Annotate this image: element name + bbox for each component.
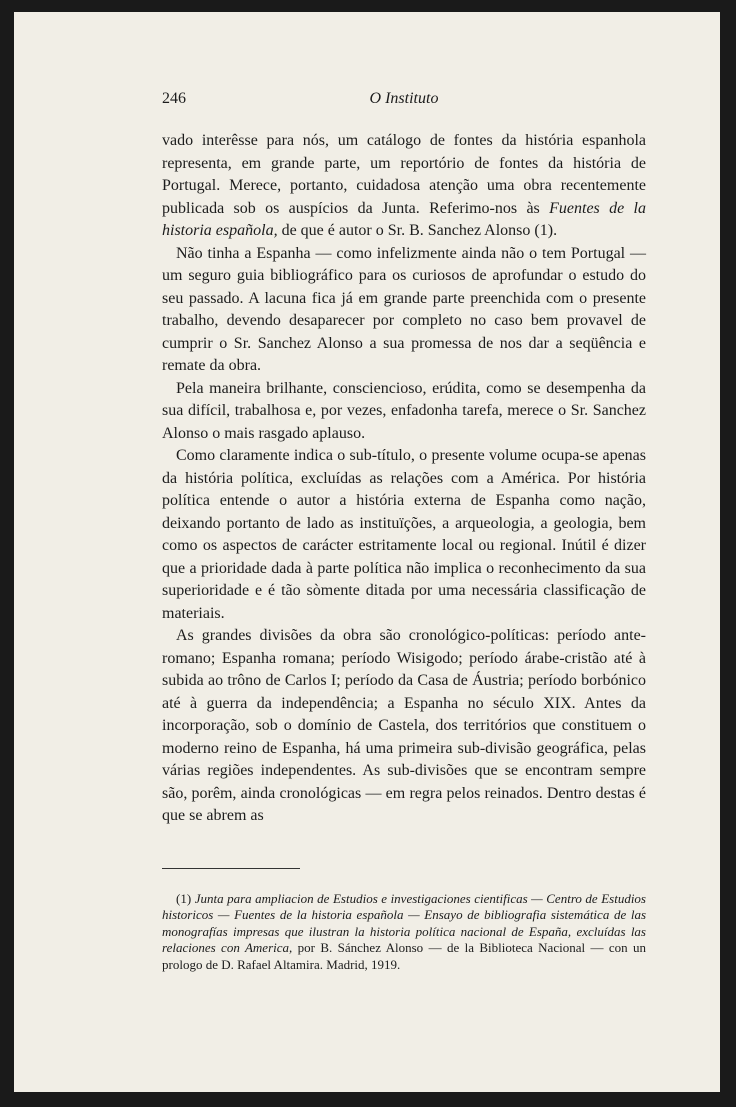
- journal-title: O Instituto: [369, 90, 439, 107]
- footnote-divider: [162, 868, 300, 869]
- text-block: [162, 90, 646, 973]
- paragraph-2: Não tinha a Espanha — como infelizmente ainda não o tem Portugal — um seguro guia bibliográfico para os curiosos de aprofundar o estudo do seu passado. A lacuna fica já em grande parte preenchida com o presente trabalho, devendo desaparecer por completo no caso bem provavel de cumprir o Sr. Sanchez Alonso a sua promessa de nos dar a seqüência e remate da obra.: [162, 244, 646, 374]
- page-number: 246: [162, 90, 186, 107]
- footnote: [162, 891, 646, 974]
- footnote-italic-text: Junta para ampliacion de Estudios e investigaciones cientificas — Centro de Estudios historicos — Fuentes de la historia española — Ensayo de bibliografia sistemática de las monografías impresas que ilustran la historia política nacional de España, excluídas las relaciones con America,: [162, 890, 646, 955]
- footnote-marker: (1): [176, 890, 195, 906]
- paragraph-3: Pela maneira brilhante, consciencioso, erúdita, como se desempenha da sua difícil, trabalhosa e, por vezes, enfadonha tarefa, merece o Sr. Sanchez Alonso o mais rasgado aplauso.: [162, 379, 646, 442]
- paragraph-1: [162, 130, 646, 243]
- cited-work-title: Fuentes de la historia española,: [162, 199, 647, 239]
- paragraph-4: Como claramente indica o sub-título, o presente volume ocupa-se apenas da história política, excluídas as relações com a América. Por história política entende o autor a história externa de Espanha como nação, deixando portanto de lado as instituïções, a arqueologia, a geologia, bem como os aspectos de carácter estritamente local ou regional. Inútil é dizer que a prioridade dada à parte política não implica o reconhecimento da sua superioridade e é tão sòmente ditada por uma necessária classificação de materiais.: [162, 447, 646, 622]
- footnote-roman-text: por B. Sánchez Alonso — de la Biblioteca Nacional — con un prologo de D. Rafael Altamira. Madrid, 1919.: [162, 940, 646, 972]
- paragraph-5: As grandes divisões da obra são cronológico-políticas: período ante-romano; Espanha romana; período Wisigodo; período árabe-cristão até à subida ao trôno de Carlos I; período da Casa de Áustria; período borbónico até à guerra da independência; a Espanha no século XIX. Antes da incorporação, sob o domínio de Castela, dos territórios que constituem o moderno reino de Espanha, há uma primeira sub-divisão geográfica, pelas várias regiões independentes. As sub-divisões que se encontram sempre são, porêm, ainda cronológicas — em regra pelos reinados. Dentro destas é que se abrem as: [162, 627, 646, 824]
- book-page: [14, 12, 720, 1092]
- running-head: [162, 90, 646, 118]
- paragraph-1-text-b: de que é autor o Sr. B. Sanchez Alonso (1).: [277, 222, 558, 239]
- paragraph-1-text-a: vado interêsse para nós, um catálogo de fontes da história espanhola representa, em grande parte, um reportório de fontes da história de Portugal. Merece, portanto, cuidadosa atenção uma obra recentemente publicada sob os auspícios da Junta. Referimo-nos às: [162, 132, 646, 217]
- body-text: [162, 130, 646, 828]
